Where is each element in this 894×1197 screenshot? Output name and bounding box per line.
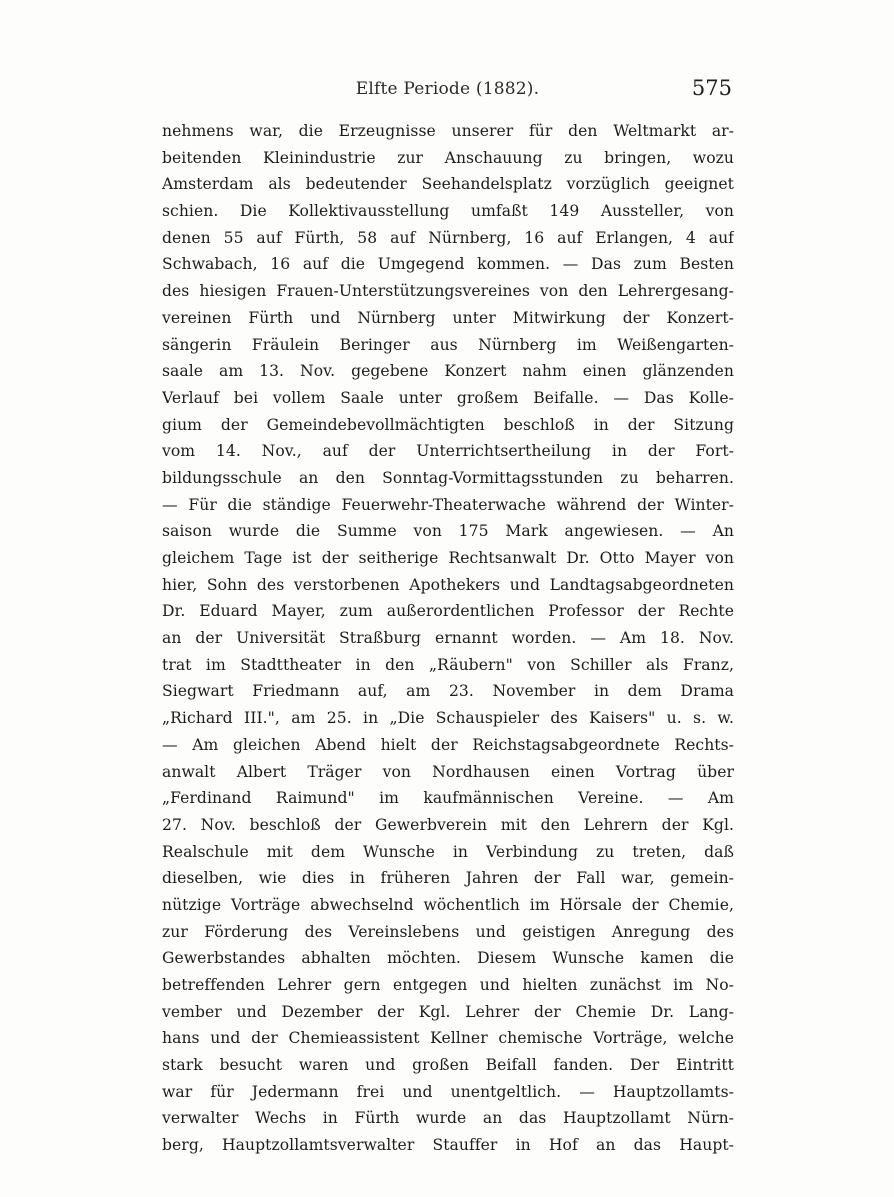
text-line: an der Universität Straßburg ernannt worden. — Am 18. Nov. bbox=[162, 629, 734, 648]
text-line: schien. Die Kollektivausstellung umfaßt 149 Aussteller, von bbox=[162, 202, 734, 221]
text-line: — Am gleichen Abend hielt der Reichstagsabgeordnete Rechts- bbox=[162, 735, 734, 754]
text-line: Schwabach, 16 auf die Umgegend kommen. — Das zum Besten bbox=[162, 255, 734, 274]
text-line: trat im Stadttheater in den „Räubern" von Schiller als Franz, bbox=[162, 655, 734, 674]
running-title: Elfte Periode (1882). bbox=[355, 79, 540, 99]
text-line: des hiesigen Frauen-Unterstützungsvereines von den Lehrergesang- bbox=[162, 282, 734, 301]
text-line: Gewerbstandes abhalten möchten. Diesem Wunsche kamen die bbox=[162, 949, 734, 968]
text-line: „Richard III.", am 25. in „Die Schauspieler des Kaisers" u. s. w. bbox=[162, 709, 734, 728]
text-line: Realschule mit dem Wunsche in Verbindung zu treten, daß bbox=[162, 842, 734, 861]
text-line: bildungsschule an den Sonntag-Vormittagsstunden zu beharren. bbox=[162, 468, 734, 487]
text-line: hans und der Chemieassistent Kellner chemische Vorträge, welche bbox=[162, 1029, 734, 1048]
text-line: anwalt Albert Träger von Nordhausen einen Vortrag über bbox=[162, 762, 734, 781]
text-line: 27. Nov. beschloß der Gewerbverein mit den Lehrern der Kgl. bbox=[162, 815, 734, 834]
text-line: berg, Hauptzollamtsverwalter Stauffer in Hof an das Haupt- bbox=[162, 1136, 734, 1155]
running-header bbox=[163, 76, 732, 106]
text-line: vember und Dezember der Kgl. Lehrer der Chemie Dr. Lang- bbox=[162, 1002, 734, 1021]
text-line: saison wurde die Summe von 175 Mark angewiesen. — An bbox=[162, 522, 734, 541]
text-line: Amsterdam als bedeutender Seehandelsplatz vorzüglich geeignet bbox=[162, 175, 734, 194]
text-line: stark besucht waren und großen Beifall fanden. Der Eintritt bbox=[162, 1056, 734, 1075]
text-line: — Für die ständige Feuerwehr-Theaterwache während der Winter- bbox=[162, 495, 734, 514]
text-line: beitenden Kleinindustrie zur Anschauung zu bringen, wozu bbox=[162, 148, 734, 167]
text-line: dieselben, wie dies in früheren Jahren der Fall war, gemein- bbox=[162, 869, 734, 888]
text-line: saale am 13. Nov. gegebene Konzert nahm einen glänzenden bbox=[162, 362, 734, 381]
text-line: betreffenden Lehrer gern entgegen und hielten zunächst im No- bbox=[162, 976, 734, 994]
text-line: Verlauf bei vollem Saale unter großem Beifalle. — Das Kolle- bbox=[162, 388, 734, 407]
text-line: gium der Gemeindebevollmächtigten beschloß in der Sitzung bbox=[162, 415, 734, 434]
text-line: nützige Vorträge abwechselnd wöchentlich im Hörsale der Chemie, bbox=[162, 895, 734, 914]
text-line: Dr. Eduard Mayer, zum außerordentlichen Professor der Rechte bbox=[162, 602, 734, 621]
text-line: war für Jedermann frei und unentgeltlich. — Hauptzollamts- bbox=[162, 1082, 734, 1101]
text-line: gleichem Tage ist der seitherige Rechtsanwalt Dr. Otto Mayer von bbox=[162, 549, 734, 567]
text-line: hier, Sohn des verstorbenen Apothekers und Landtagsabgeordneten bbox=[162, 575, 734, 594]
text-line: „Ferdinand Raimund" im kaufmännischen Vereine. — Am bbox=[162, 789, 734, 808]
body-text bbox=[162, 118, 734, 1159]
text-line: denen 55 auf Fürth, 58 auf Nürnberg, 16 auf Erlangen, 4 auf bbox=[162, 228, 734, 247]
text-line: Siegwart Friedmann auf, am 23. November in dem Drama bbox=[162, 682, 734, 701]
text-line: verwalter Wechs in Fürth wurde an das Hauptzollamt Nürn- bbox=[162, 1109, 734, 1128]
text-line: zur Förderung des Vereinslebens und geistigen Anregung des bbox=[162, 922, 734, 941]
text-line: vom 14. Nov., auf der Unterrichtsertheilung in der Fort- bbox=[162, 442, 734, 461]
text-line: sängerin Fräulein Beringer aus Nürnberg im Weißengarten- bbox=[162, 335, 734, 354]
page-number: 575 bbox=[691, 76, 732, 100]
text-line: vereinen Fürth und Nürnberg unter Mitwirkung der Konzert- bbox=[162, 308, 734, 327]
text-line: nehmens war, die Erzeugnisse unserer für den Weltmarkt ar- bbox=[162, 122, 734, 140]
